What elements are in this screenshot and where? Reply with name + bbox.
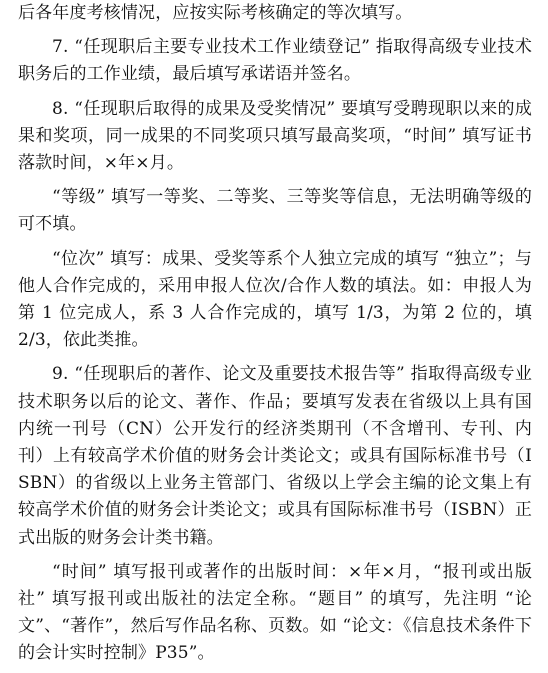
paragraph-item-7: 7. “任现职后主要专业技术工作业绩登记” 指取得高级专业技术职务后的工作业绩，最后填写承诺语并签名。 [18, 37, 532, 85]
paragraph-time-note: “时间” 填写报刊或著作的出版时间：×年×月，“报刊或出版社” 填写报刊或出版社的法定全称。“题目” 的填写，先注明 “论文”、“著作”，然后写作品名称、页数。如 “论文：《信息技术条件下的会计实时控制》P35”。 [18, 561, 532, 664]
paragraph-item-8: 8. “任现职后取得的成果及受奖情况” 要填写受聘现职以来的成果和奖项，同一成果的不同奖项只填写最高奖项，“时间” 填写证书落款时间，×年×月。 [18, 98, 532, 174]
paragraph-continuation: 后各年度考核情况，应按实际考核确定的等次填写。 [18, 3, 413, 23]
paragraph-rank-note: “位次” 填写：成果、受奖等系个人独立完成的填写 “独立”；与他人合作完成的，采用申报人位次/合作人数的填法。如：申报人为第 1 位完成人，系 3 人合作完成的，填写 1/3，为第 2 位的，填 2/3，依此类推。 [18, 248, 532, 351]
paragraph-grade-note: “等级” 填写一等奖、二等奖、三等奖等信息，无法明确等级的可不填。 [18, 187, 532, 235]
paragraph-item-9: 9. “任现职后的著作、论文及重要技术报告等” 指取得高级专业技术职务以后的论文、著作、作品；要填写发表在省级以上具有国内统一刊号（CN）公开发行的经济类期刊（不含增刊、专刊、内刊）上有较高学术价值的财务会计类论文；或具有国际标准书号（ISBN）的省级以上业务主管部门、省级以上学会主编的论文集上有较高学术价值的财务会计类论文；或具有国际标准书号（ISBN）正式出版的财务会计类书籍。 [18, 364, 532, 548]
